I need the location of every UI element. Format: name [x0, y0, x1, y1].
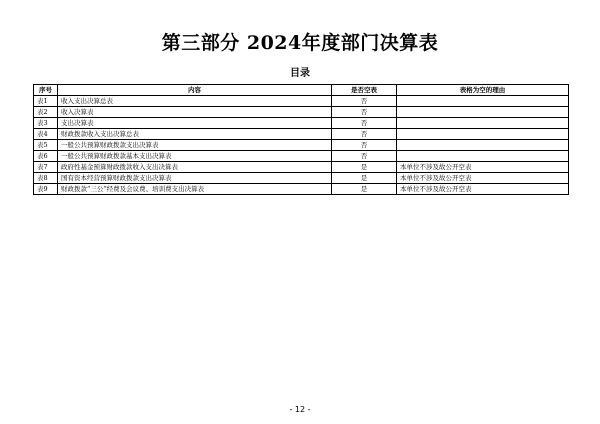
row-no: 表9	[34, 184, 58, 195]
table-row	[34, 129, 569, 140]
row-reason	[397, 96, 569, 107]
row-reason	[397, 107, 569, 118]
row-empty: 否	[332, 140, 397, 151]
row-no: 表6	[34, 151, 58, 162]
header-empty: 是否空表	[332, 85, 397, 96]
catalog-table	[33, 84, 569, 195]
page-title: 第三部分 2024年度部门决算表	[161, 32, 439, 54]
table-row	[34, 107, 569, 118]
row-no: 表4	[34, 129, 58, 140]
row-empty: 否	[332, 151, 397, 162]
row-no: 表1	[34, 96, 58, 107]
row-empty: 是	[332, 184, 397, 195]
row-content: 收入决算表	[58, 107, 332, 118]
row-reason	[397, 140, 569, 151]
table-row	[34, 140, 569, 151]
header-reason: 表格为空的理由	[397, 85, 569, 96]
header-content: 内容	[58, 85, 332, 96]
row-empty: 否	[332, 129, 397, 140]
table-header-row	[34, 85, 569, 96]
row-content: 政府性基金预算财政拨款收入支出决算表	[58, 162, 332, 173]
row-content: 收入支出决算总表	[58, 96, 332, 107]
catalog-heading: 目录	[290, 68, 310, 79]
row-no: 表8	[34, 173, 58, 184]
table-row	[34, 173, 569, 184]
table-row	[34, 184, 569, 195]
table-row	[34, 151, 569, 162]
row-reason: 本单位不涉及故公开空表	[397, 184, 569, 195]
row-content: 财政拨款“三公”经费及会议费、培训费支出决算表	[58, 184, 332, 195]
row-content: 支出决算表	[58, 118, 332, 129]
table-row	[34, 162, 569, 173]
row-reason	[397, 151, 569, 162]
row-content: 财政拨款收入支出决算总表	[58, 129, 332, 140]
row-no: 表2	[34, 107, 58, 118]
row-content: 一般公共预算财政拨款基本支出决算表	[58, 151, 332, 162]
row-reason: 本单位不涉及故公开空表	[397, 162, 569, 173]
row-no: 表7	[34, 162, 58, 173]
header-no: 序号	[34, 85, 58, 96]
row-empty: 是	[332, 162, 397, 173]
table-row	[34, 118, 569, 129]
row-reason: 本单位不涉及故公开空表	[397, 173, 569, 184]
row-content: 一般公共预算财政拨款支出决算表	[58, 140, 332, 151]
row-empty: 否	[332, 118, 397, 129]
row-reason	[397, 118, 569, 129]
row-no: 表3	[34, 118, 58, 129]
row-empty: 是	[332, 173, 397, 184]
row-empty: 否	[332, 107, 397, 118]
row-no: 表5	[34, 140, 58, 151]
row-empty: 否	[332, 96, 397, 107]
row-content: 国有资本经营预算财政拨款支出决算表	[58, 173, 332, 184]
row-reason	[397, 129, 569, 140]
table-row	[34, 96, 569, 107]
page-number: - 12 -	[289, 405, 311, 414]
